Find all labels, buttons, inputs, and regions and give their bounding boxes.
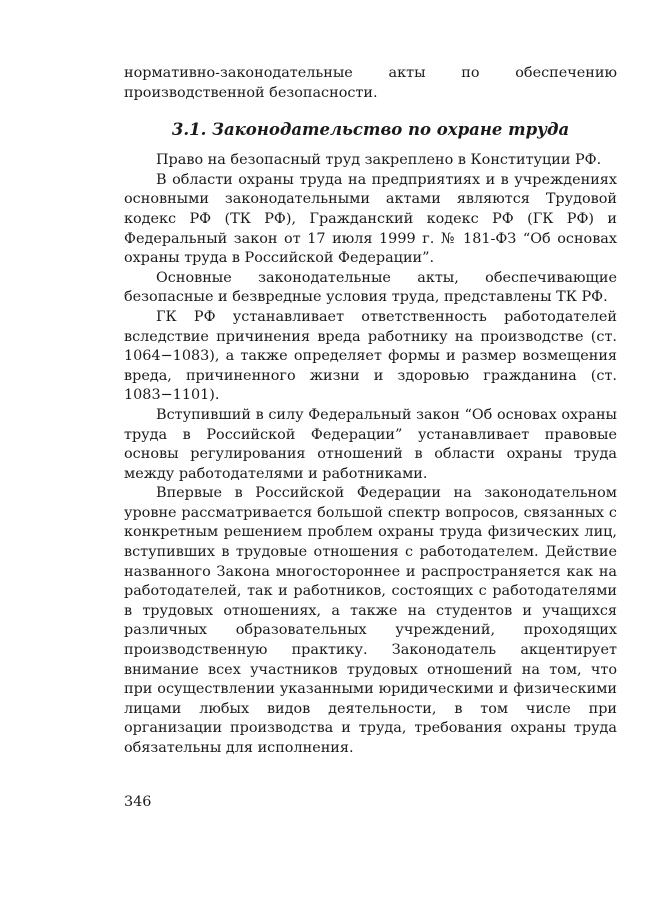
paragraph: Право на безопасный труд закреплено в Конституции РФ. xyxy=(156,152,602,169)
paragraph: Вступивший в силу Федеральный закон “Об основах охраны труда в Российской Федерации” устанавливает правовые основы регулирования отношений в области охраны труда между работодателями и работниками. xyxy=(124,406,617,482)
paragraph: ГК РФ устанавливает ответственность работодателей вследствие причинения вреда работнику на производстве (ст. 1064−1083), а также определяет формы и размер возмещения вреда, причиненного жизни и здоровью гражданина (ст. 1083−1101). xyxy=(124,308,617,404)
paragraph: Впервые в Российской Федерации на законодательном уровне рассматривается большой спектр вопросов, связанных с конкретным решением проблем охраны труда физических лиц, вступивших в трудовые отношения с работодателем. Действие названного Закона многостороннее и распространяется как на работодателей, так и работников, состоящих с работодателями в трудовых отношениях, а также на студентов и учащихся различных образовательных учреждений, проходящих производственную практику. Законодатель акцентирует внимание всех участников трудовых отношений на том, что при осуществлении указанными юридическими и физическими лицами любых видов деятельности, в том числе при организации производства и труда, требования охраны труда обязательны для исполнения. xyxy=(124,485,617,756)
page-content xyxy=(124,64,617,759)
paragraph: Основные законодательные акты, обеспечивающие безопасные и безвредные условия труда, представлены ТК РФ. xyxy=(124,269,617,306)
body-text xyxy=(124,151,617,758)
section-title: 3.1. Законодательство по охране труда xyxy=(171,120,570,140)
paragraph: В области охраны труда на предприятиях и в учреждениях основными законодательными актами являются Трудовой кодекс РФ (ТК РФ), Гражданский кодекс РФ (ГК РФ) и Федеральный закон от 17 июля 1999 г. № 181-ФЗ “Об основах охраны труда в Российской Федерации”. xyxy=(124,171,617,267)
page-number: 346 xyxy=(124,794,152,810)
lead-text: нормативно-законодательные акты по обеспечению производственной безопасности. xyxy=(124,65,617,101)
